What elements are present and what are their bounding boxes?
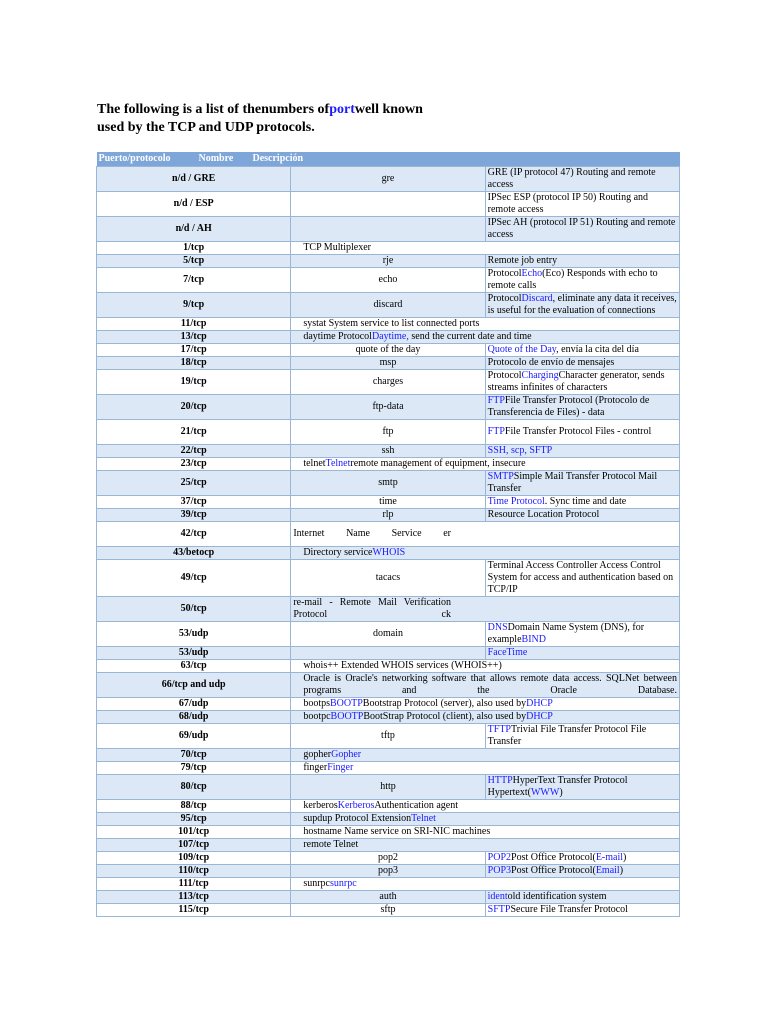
desc-text: systat System service to list connected ports bbox=[303, 317, 480, 329]
table-row bbox=[97, 419, 680, 444]
table-row bbox=[97, 659, 680, 672]
table-row bbox=[97, 877, 680, 890]
port-cell: 66/tcp and udp bbox=[97, 672, 291, 697]
table-row bbox=[97, 166, 680, 191]
desc-link[interactable]: FaceTime bbox=[487, 646, 528, 658]
name-cell: echo bbox=[291, 267, 485, 292]
combined-cell bbox=[291, 546, 680, 559]
port-cell: 11/tcp bbox=[97, 317, 291, 330]
combined-cell bbox=[291, 330, 680, 343]
desc-text: Protocol bbox=[487, 267, 522, 279]
name-cell: rje bbox=[291, 254, 485, 267]
desc-text: TCP Multiplexer bbox=[303, 241, 372, 253]
table-row bbox=[97, 521, 680, 546]
desc-link[interactable]: Time Protocol bbox=[487, 495, 545, 507]
combined-cell bbox=[291, 825, 680, 838]
table-row bbox=[97, 890, 680, 903]
table-row bbox=[97, 672, 680, 697]
table-row bbox=[97, 748, 680, 761]
desc-link[interactable]: HTTP bbox=[487, 774, 513, 786]
desc-text: finger bbox=[303, 761, 328, 773]
desc-text: Simple Mail Transfer Protocol Mail Transfer bbox=[487, 470, 658, 494]
desc-text: whois++ Extended WHOIS services (WHOIS++) bbox=[303, 659, 502, 671]
desc-text: send the current date and time bbox=[408, 330, 532, 342]
port-cell: 13/tcp bbox=[97, 330, 291, 343]
desc-cell bbox=[485, 394, 679, 419]
port-cell: 70/tcp bbox=[97, 748, 291, 761]
desc-link[interactable]: WWW bbox=[530, 786, 560, 798]
desc-text: remote Telnet bbox=[303, 838, 359, 850]
desc-link[interactable]: TFTP bbox=[487, 723, 511, 735]
desc-text: Resource Location Protocol bbox=[487, 508, 600, 520]
desc-text: Remote job entry bbox=[487, 254, 558, 266]
desc-text: Post Office Protocol( bbox=[511, 864, 596, 876]
desc-link[interactable]: Gopher bbox=[331, 748, 362, 760]
name-cell: msp bbox=[291, 356, 485, 369]
desc-link[interactable]: Charging bbox=[521, 369, 559, 381]
desc-cell bbox=[485, 292, 679, 317]
name-cell: http bbox=[291, 774, 485, 799]
desc-text: Post Office Protocol( bbox=[511, 851, 596, 863]
col-port-header: Puerto/protocolo bbox=[98, 153, 171, 164]
name-cell: charges bbox=[291, 369, 485, 394]
desc-link[interactable]: Daytime, bbox=[371, 330, 409, 342]
combined-cell bbox=[291, 812, 680, 825]
desc-cell bbox=[485, 864, 679, 877]
table-row bbox=[97, 903, 680, 916]
table-row bbox=[97, 317, 680, 330]
desc-link[interactable]: Echo bbox=[521, 267, 543, 279]
table-row bbox=[97, 546, 680, 559]
name-cell: pop2 bbox=[291, 851, 485, 864]
port-cell: 53/udp bbox=[97, 621, 291, 646]
desc-text: Secure File Transfer Protocol bbox=[510, 903, 628, 915]
combined-cell bbox=[291, 457, 680, 470]
name-cell: discard bbox=[291, 292, 485, 317]
name-cell: auth bbox=[291, 890, 485, 903]
table-row bbox=[97, 330, 680, 343]
desc-cell bbox=[485, 343, 679, 356]
table-header-row bbox=[97, 152, 680, 166]
table-row bbox=[97, 774, 680, 799]
desc-cell bbox=[485, 508, 679, 521]
desc-link[interactable]: Finger bbox=[327, 761, 354, 773]
table-header bbox=[97, 152, 680, 166]
port-cell: 63/tcp bbox=[97, 659, 291, 672]
desc-text: Protocol bbox=[487, 292, 522, 304]
col-name-header: Nombre bbox=[198, 153, 234, 164]
name-cell: smtp bbox=[291, 470, 485, 495]
combined-cell bbox=[291, 659, 680, 672]
desc-text: Directory service bbox=[303, 546, 373, 558]
combined-cell bbox=[291, 672, 680, 697]
desc-cell bbox=[485, 419, 679, 444]
desc-text: . Sync time and date bbox=[544, 495, 627, 507]
desc-cell bbox=[485, 369, 679, 394]
desc-text: IPSec ESP (protocol IP 50) Routing and remote access bbox=[487, 191, 649, 215]
desc-link[interactable]: DNS bbox=[487, 621, 508, 633]
table-row bbox=[97, 799, 680, 812]
name-cell bbox=[291, 646, 485, 659]
port-cell: 88/tcp bbox=[97, 799, 291, 812]
table-row bbox=[97, 864, 680, 877]
desc-text: Protocol bbox=[487, 369, 522, 381]
port-cell: 20/tcp bbox=[97, 394, 291, 419]
heading-line2: used by the TCP and UDP protocols. bbox=[97, 120, 315, 135]
desc-link[interactable]: FTP bbox=[487, 394, 505, 406]
port-cell: 42/tcp bbox=[97, 521, 291, 546]
combined-cell bbox=[291, 317, 680, 330]
heading-part1: The following is a list of thenumbers of bbox=[97, 102, 330, 117]
port-cell: 39/tcp bbox=[97, 508, 291, 521]
desc-link[interactable]: FTP bbox=[487, 425, 505, 437]
table-row bbox=[97, 292, 680, 317]
table-row bbox=[97, 369, 680, 394]
desc-text: Oracle is Oracle's networking software that allows remote data access. SQLNet between programs and the Oracle Database. bbox=[303, 672, 677, 696]
desc-link[interactable]: BOOTP bbox=[330, 710, 364, 722]
name-cell: ssh bbox=[291, 444, 485, 457]
table-row bbox=[97, 394, 680, 419]
port-cell: 50/tcp bbox=[97, 596, 291, 621]
port-cell: 80/tcp bbox=[97, 774, 291, 799]
desc-link[interactable]: DHCP bbox=[526, 697, 553, 709]
desc-text: GRE (IP protocol 47) Routing and remote access bbox=[487, 166, 656, 190]
table-row bbox=[97, 508, 680, 521]
name-cell: re-mail - Remote Mail Verification Protocol ck bbox=[291, 596, 680, 621]
port-cell: n/d / GRE bbox=[97, 166, 291, 191]
port-cell: 109/tcp bbox=[97, 851, 291, 864]
port-cell: 49/tcp bbox=[97, 559, 291, 596]
table-row bbox=[97, 851, 680, 864]
port-cell: 18/tcp bbox=[97, 356, 291, 369]
desc-cell bbox=[485, 216, 679, 241]
desc-cell bbox=[485, 723, 679, 748]
port-cell: 17/tcp bbox=[97, 343, 291, 356]
table-row bbox=[97, 356, 680, 369]
desc-text: gopher bbox=[303, 748, 332, 760]
desc-text: ) bbox=[623, 851, 627, 863]
combined-cell bbox=[291, 241, 680, 254]
desc-cell bbox=[485, 166, 679, 191]
desc-cell bbox=[485, 559, 679, 596]
desc-cell bbox=[485, 774, 679, 799]
combined-cell bbox=[291, 697, 680, 710]
table-row bbox=[97, 812, 680, 825]
port-cell: 22/tcp bbox=[97, 444, 291, 457]
port-cell: 19/tcp bbox=[97, 369, 291, 394]
port-cell: 68/udp bbox=[97, 710, 291, 723]
name-cell: tacacs bbox=[291, 559, 485, 596]
port-cell: 9/tcp bbox=[97, 292, 291, 317]
desc-link[interactable]: POP2 bbox=[487, 851, 512, 863]
port-cell: 67/udp bbox=[97, 697, 291, 710]
table-row bbox=[97, 495, 680, 508]
desc-link[interactable]: BOOTP bbox=[330, 697, 363, 709]
port-cell: 23/tcp bbox=[97, 457, 291, 470]
name-cell: ftp bbox=[291, 419, 485, 444]
name-cell: gre bbox=[291, 166, 485, 191]
table-row bbox=[97, 723, 680, 748]
desc-text: hostname Name service on SRI-NIC machines bbox=[303, 825, 491, 837]
table-body bbox=[97, 166, 680, 916]
table-row bbox=[97, 825, 680, 838]
desc-link[interactable]: Telnet bbox=[325, 457, 351, 469]
desc-link[interactable]: POP3 bbox=[487, 864, 512, 876]
name-cell: pop3 bbox=[291, 864, 485, 877]
name-cell: time bbox=[291, 495, 485, 508]
table-row bbox=[97, 343, 680, 356]
port-cell: 79/tcp bbox=[97, 761, 291, 774]
port-cell: 7/tcp bbox=[97, 267, 291, 292]
combined-cell bbox=[291, 761, 680, 774]
port-cell: 5/tcp bbox=[97, 254, 291, 267]
port-cell: 43/betocp bbox=[97, 546, 291, 559]
page-heading bbox=[97, 101, 517, 137]
desc-link[interactable]: DHCP bbox=[526, 710, 553, 722]
desc-cell bbox=[485, 890, 679, 903]
name-cell: tftp bbox=[291, 723, 485, 748]
table-row bbox=[97, 191, 680, 216]
desc-text: daytime Protocol bbox=[303, 330, 372, 342]
desc-text: (Eco) Responds with echo to remote calls bbox=[487, 267, 658, 291]
table-row bbox=[97, 216, 680, 241]
port-cell: 115/tcp bbox=[97, 903, 291, 916]
table-row bbox=[97, 697, 680, 710]
port-cell: 21/tcp bbox=[97, 419, 291, 444]
desc-cell bbox=[485, 267, 679, 292]
table-row bbox=[97, 457, 680, 470]
port-cell: 113/tcp bbox=[97, 890, 291, 903]
desc-text: Trivial File Transfer Protocol File Transfer bbox=[487, 723, 647, 747]
name-cell: domain bbox=[291, 621, 485, 646]
desc-link[interactable]: SSH, scp, SFTP bbox=[487, 444, 553, 456]
table-row bbox=[97, 470, 680, 495]
desc-cell bbox=[485, 356, 679, 369]
desc-cell bbox=[485, 851, 679, 864]
desc-link[interactable]: sunrpc bbox=[330, 877, 357, 889]
desc-text: sunrpc bbox=[303, 877, 330, 889]
name-cell bbox=[291, 216, 485, 241]
combined-cell bbox=[291, 799, 680, 812]
desc-link[interactable]: Email bbox=[595, 864, 620, 876]
table-row bbox=[97, 838, 680, 851]
desc-link[interactable]: Quote of the Day bbox=[487, 343, 557, 355]
desc-link[interactable]: Telnet bbox=[411, 812, 436, 824]
desc-cell bbox=[485, 903, 679, 916]
col-desc-header: Descripción bbox=[252, 153, 304, 164]
desc-cell bbox=[485, 621, 679, 646]
port-cell: 95/tcp bbox=[97, 812, 291, 825]
table-row bbox=[97, 241, 680, 254]
port-cell: 101/tcp bbox=[97, 825, 291, 838]
desc-text: HyperText Transfer Protocol Hypertext( bbox=[487, 774, 628, 798]
desc-text: File Transfer Protocol Files - control bbox=[504, 425, 652, 437]
desc-cell bbox=[485, 254, 679, 267]
port-cell: 37/tcp bbox=[97, 495, 291, 508]
desc-link[interactable]: SMTP bbox=[487, 470, 514, 482]
port-cell: 25/tcp bbox=[97, 470, 291, 495]
desc-text: kerberos bbox=[303, 799, 338, 811]
port-cell: 69/udp bbox=[97, 723, 291, 748]
desc-text: Protocolo de envío de mensajes bbox=[487, 356, 615, 368]
name-cell: sftp bbox=[291, 903, 485, 916]
desc-text: BootStrap Protocol (client), also used by bbox=[363, 710, 527, 722]
name-cell: Internet Name Service er bbox=[291, 521, 680, 546]
desc-text: bootpc bbox=[303, 710, 331, 722]
table-row bbox=[97, 596, 680, 621]
desc-text: bootps bbox=[303, 697, 330, 709]
desc-text: IPSec AH (protocol IP 51) Routing and remote access bbox=[487, 216, 676, 240]
desc-text: , eliminate any data it receives, is useful for the evaluation of connections bbox=[487, 292, 677, 316]
desc-text: Domain Name System (DNS), for example bbox=[487, 621, 645, 645]
port-cell: 53/udp bbox=[97, 646, 291, 659]
desc-link[interactable]: BIND bbox=[521, 633, 546, 645]
name-cell bbox=[291, 191, 485, 216]
port-cell: 1/tcp bbox=[97, 241, 291, 254]
table-row bbox=[97, 267, 680, 292]
table-row bbox=[97, 646, 680, 659]
desc-text: ) bbox=[619, 864, 624, 876]
table-row bbox=[97, 710, 680, 723]
port-cell: 111/tcp bbox=[97, 877, 291, 890]
desc-cell bbox=[485, 646, 679, 659]
desc-text: Bootstrap Protocol (server), also used by bbox=[362, 697, 527, 709]
desc-cell bbox=[485, 191, 679, 216]
table-row bbox=[97, 621, 680, 646]
name-cell: quote of the day bbox=[291, 343, 485, 356]
ports-table bbox=[96, 152, 680, 917]
desc-link[interactable]: E-mail bbox=[595, 851, 624, 863]
desc-text: Terminal Access Controller Access Control System for access and authentication based on TCP/IP bbox=[487, 559, 674, 595]
table-row bbox=[97, 444, 680, 457]
port-cell: 107/tcp bbox=[97, 838, 291, 851]
table-row bbox=[97, 559, 680, 596]
desc-link[interactable]: WHOIS bbox=[372, 546, 406, 558]
combined-cell bbox=[291, 838, 680, 851]
desc-text: Character generator, sends streams infinites of characters bbox=[487, 369, 665, 393]
desc-link[interactable]: Kerberos bbox=[337, 799, 375, 811]
port-cell: n/d / AH bbox=[97, 216, 291, 241]
desc-cell bbox=[485, 495, 679, 508]
desc-text: supdup Protocol Extension bbox=[303, 812, 412, 824]
desc-text: remote management of equipment, insecure bbox=[350, 457, 526, 469]
name-cell: ftp-data bbox=[291, 394, 485, 419]
desc-link[interactable]: Discard bbox=[521, 292, 553, 304]
desc-link[interactable]: SFTP bbox=[487, 903, 511, 915]
combined-cell bbox=[291, 710, 680, 723]
desc-cell bbox=[485, 470, 679, 495]
desc-text: telnet bbox=[303, 457, 326, 469]
port-cell: n/d / ESP bbox=[97, 191, 291, 216]
name-cell: rlp bbox=[291, 508, 485, 521]
desc-text: Authentication agent bbox=[374, 799, 459, 811]
desc-text: old identification system bbox=[507, 890, 607, 902]
combined-cell bbox=[291, 748, 680, 761]
desc-text: , envía la cita del día bbox=[556, 343, 639, 355]
port-cell: 110/tcp bbox=[97, 864, 291, 877]
desc-link[interactable]: ident bbox=[487, 890, 508, 902]
desc-cell bbox=[485, 444, 679, 457]
port-link[interactable]: port bbox=[329, 102, 355, 117]
table-row bbox=[97, 761, 680, 774]
desc-text: ) bbox=[559, 786, 563, 798]
heading-part2: well known bbox=[354, 102, 423, 117]
desc-text: File Transfer Protocol (Protocolo de Transferencia de Files) - data bbox=[487, 394, 650, 418]
table-row bbox=[97, 254, 680, 267]
combined-cell bbox=[291, 877, 680, 890]
